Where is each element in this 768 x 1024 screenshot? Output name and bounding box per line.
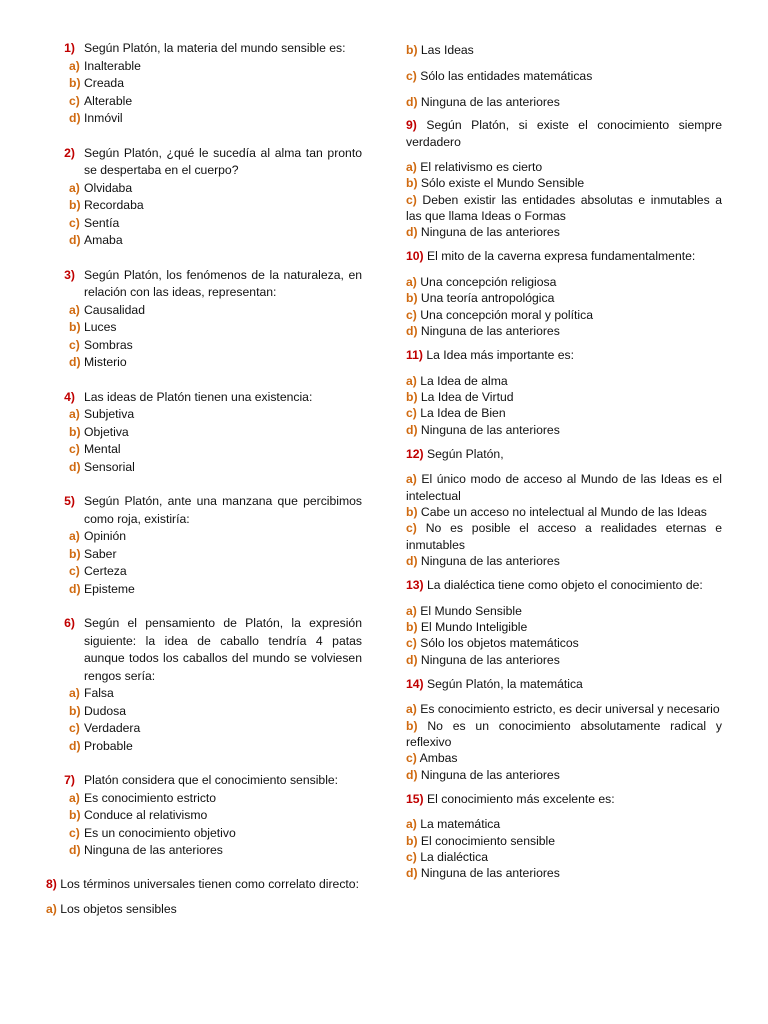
option-text: Ninguna de las anteriores [420, 422, 560, 437]
option-letter: a) [406, 274, 417, 289]
answer-option [0, 703, 362, 721]
question-text: Según Platón, [427, 446, 504, 461]
answer-option [0, 546, 362, 564]
answer-option [406, 323, 722, 339]
answer-option [0, 563, 362, 581]
question-8 [0, 876, 362, 918]
option-letter: b) [69, 424, 81, 439]
question-5 [0, 493, 362, 598]
option-text: El único modo de acceso al Mundo de las Ideas es el intelectual [406, 472, 723, 503]
option-letter: a) [69, 58, 80, 73]
option-letter: d) [406, 553, 418, 568]
option-letter: d) [69, 843, 81, 857]
option-letter: a) [406, 817, 417, 832]
question-1 [0, 40, 362, 128]
option-letter: b) [406, 504, 418, 519]
answer-option [406, 865, 722, 881]
question-stem [406, 117, 722, 150]
answer-option [406, 290, 722, 306]
answer-option [0, 685, 362, 703]
option-text: Ninguna de las anteriores [420, 652, 560, 667]
answer-option [406, 274, 722, 290]
option-text: Sólo los objetos matemáticos [420, 636, 579, 651]
question-10 [406, 248, 722, 339]
option-letter: c) [69, 337, 80, 352]
question-text: Según Platón, si existe el conocimiento siempre verdadero [406, 118, 722, 149]
option-text: Opinión [84, 529, 127, 543]
question-stem [46, 876, 362, 893]
question-15 [406, 791, 722, 882]
question-number: 2) [64, 145, 75, 160]
answer-option [406, 471, 722, 504]
option-letter: b) [406, 176, 418, 191]
answer-option [0, 581, 362, 599]
question-number: 12) [406, 446, 424, 461]
question-number: 6) [64, 616, 75, 630]
option-text: Ninguna de las anteriores [420, 225, 560, 240]
option-letter: a) [69, 686, 80, 700]
question-number: 4) [64, 389, 75, 404]
option-text: Ninguna de las anteriores [420, 767, 560, 782]
option-letter: a) [46, 902, 57, 916]
option-letter: d) [69, 233, 81, 247]
option-text: Causalidad [84, 302, 145, 317]
option-text: La Idea de Virtud [420, 389, 514, 404]
question-number: 15) [406, 791, 424, 806]
option-text: Conduce al relativismo [84, 808, 208, 822]
option-letter: c) [406, 307, 417, 322]
option-text: La matemática [420, 817, 501, 832]
option-text: Falsa [84, 686, 114, 700]
question-text: Según Platón, ¿qué le sucedía al alma tan pronto se despertaba en el cuerpo? [84, 145, 362, 177]
option-letter: a) [69, 407, 80, 421]
option-letter: b) [406, 389, 418, 404]
answer-option [46, 901, 362, 917]
option-text: Luces [84, 320, 117, 334]
option-letter: d) [69, 355, 81, 369]
option-text: Una teoría antropológica [420, 291, 555, 306]
option-letter: c) [406, 69, 417, 83]
question-number: 1) [64, 41, 75, 55]
option-letter: c) [69, 825, 80, 840]
option-text: El Mundo Sensible [420, 603, 522, 618]
question-text: La Idea más importante es: [426, 348, 575, 363]
question-11 [406, 347, 722, 438]
option-text: Probable [84, 738, 133, 753]
option-text: Las Ideas [420, 43, 474, 57]
question-number: 7) [64, 773, 75, 787]
question-stem [0, 772, 362, 790]
question-stem [0, 389, 362, 407]
question-stem [406, 577, 722, 594]
answer-option [406, 63, 722, 89]
answer-option [0, 790, 362, 808]
option-letter: a) [69, 529, 80, 543]
question-number: 8) [46, 876, 57, 891]
option-text: Sentía [84, 215, 120, 230]
option-text: Episteme [84, 581, 135, 596]
question-number: 9) [406, 118, 417, 132]
option-text: El relativismo es cierto [420, 160, 543, 174]
answer-option [0, 58, 362, 76]
question-13 [406, 577, 722, 668]
answer-option [0, 110, 362, 128]
question-number: 14) [406, 676, 424, 691]
option-letter: d) [406, 225, 418, 240]
option-letter: d) [69, 111, 81, 125]
right-question-list [406, 117, 722, 882]
answer-option [406, 307, 722, 323]
option-text: Olvidaba [84, 180, 133, 195]
option-text: Saber [84, 546, 117, 561]
option-text: Inmóvil [84, 111, 123, 125]
question-text: Platón considera que el conocimiento sensible: [84, 773, 339, 787]
option-letter: b) [406, 291, 418, 306]
option-text: Recordaba [84, 198, 144, 212]
option-text: Ninguna de las anteriores [420, 95, 560, 109]
answer-option [406, 833, 722, 849]
answer-option [0, 807, 362, 825]
question-number: 3) [64, 267, 75, 282]
option-letter: d) [69, 738, 81, 753]
answer-option [406, 37, 722, 63]
question-14 [406, 676, 722, 783]
question-text: El conocimiento más excelente es: [427, 791, 615, 806]
option-text: Sólo las entidades matemáticas [420, 69, 593, 83]
option-letter: c) [406, 849, 417, 864]
option-text: Creada [84, 76, 124, 90]
option-letter: c) [406, 751, 417, 766]
answer-option [406, 635, 722, 651]
answer-option [406, 192, 722, 225]
option-text: No es posible el acceso a realidades eternas e inmutables [406, 521, 722, 552]
question-number: 5) [64, 494, 75, 508]
answer-option [406, 603, 722, 619]
option-letter: c) [406, 192, 417, 207]
option-text: Es un conocimiento objetivo [84, 825, 236, 840]
option-letter: c) [69, 215, 80, 230]
answer-option [406, 849, 722, 865]
question-6 [0, 615, 362, 755]
question-8-continued-options [406, 37, 722, 115]
left-column [0, 40, 362, 925]
answer-option [406, 816, 722, 832]
option-text: Deben existir las entidades absolutas e inmutables a las que llama Ideas o Formas [406, 192, 723, 223]
option-text: Ninguna de las anteriores [420, 323, 560, 338]
option-letter: c) [406, 636, 417, 651]
option-letter: c) [69, 93, 80, 108]
question-text: Según el pensamiento de Platón, la expresión siguiente: la idea de caballo tendría 4 patas aunque todos los caballos del mundo se volviesen rengos sería: [84, 616, 362, 683]
option-text: Mental [84, 442, 121, 456]
question-7 [0, 772, 362, 860]
answer-option [0, 180, 362, 198]
option-text: La Idea de alma [420, 373, 508, 388]
question-12 [406, 446, 722, 569]
option-letter: b) [69, 808, 81, 822]
answer-option [406, 701, 722, 717]
question-4 [0, 389, 362, 477]
option-letter: d) [406, 652, 418, 667]
answer-option [406, 652, 722, 668]
question-stem [406, 248, 722, 265]
option-text: Certeza [84, 564, 127, 578]
option-letter: c) [406, 521, 417, 536]
option-text: Objetiva [84, 424, 129, 439]
option-letter: b) [406, 43, 418, 57]
option-text: Una concepción religiosa [420, 274, 557, 289]
option-letter: c) [69, 564, 80, 578]
answer-option [406, 750, 722, 766]
option-text: Inalterable [84, 58, 141, 73]
option-letter: c) [69, 721, 80, 735]
option-letter: d) [406, 95, 418, 109]
option-text: Ambas [419, 751, 458, 766]
option-text: No es un conocimiento absolutamente radical y reflexivo [406, 718, 722, 749]
question-text: Según Platón, la matemática [427, 676, 583, 691]
option-letter: d) [406, 323, 418, 338]
option-text: Cabe un acceso no intelectual al Mundo de las Ideas [420, 504, 707, 519]
answer-option [0, 93, 362, 111]
question-stem [406, 791, 722, 808]
option-letter: a) [406, 603, 417, 618]
option-text: Ninguna de las anteriores [84, 843, 223, 857]
answer-option [406, 224, 722, 240]
question-number: 13) [406, 578, 424, 593]
option-letter: c) [69, 442, 80, 456]
answer-option [0, 232, 362, 250]
question-text: El mito de la caverna expresa fundamentalmente: [427, 249, 696, 264]
option-letter: b) [406, 718, 418, 733]
option-text: Ninguna de las anteriores [420, 866, 560, 881]
option-text: Sólo existe el Mundo Sensible [420, 176, 585, 191]
option-text: Una concepción moral y política [420, 307, 593, 322]
option-letter: b) [406, 833, 418, 848]
question-stem [0, 40, 362, 58]
option-letter: a) [69, 790, 80, 805]
answer-option [0, 825, 362, 843]
answer-option [406, 619, 722, 635]
answer-option [0, 441, 362, 459]
question-stem [0, 267, 362, 302]
question-2 [0, 145, 362, 250]
answer-option [0, 302, 362, 320]
option-text: Misterio [84, 355, 127, 369]
answer-option [406, 422, 722, 438]
option-text: Sombras [84, 337, 133, 352]
answer-option [0, 197, 362, 215]
answer-option [406, 159, 722, 175]
question-text: Según Platón, la materia del mundo sensible es: [84, 41, 346, 55]
option-text: El Mundo Inteligible [420, 619, 528, 634]
option-letter: a) [406, 702, 417, 717]
option-letter: d) [69, 581, 81, 596]
answer-option [406, 389, 722, 405]
answer-option [406, 405, 722, 421]
option-letter: c) [406, 406, 417, 421]
option-letter: b) [69, 546, 81, 561]
option-text: Verdadera [84, 721, 141, 735]
option-letter: b) [69, 76, 81, 90]
question-stem [406, 446, 722, 463]
question-text: Los términos universales tienen como correlato directo: [60, 876, 359, 891]
option-text: El conocimiento sensible [420, 833, 556, 848]
question-text: La dialéctica tiene como objeto el conocimiento de: [427, 578, 703, 593]
option-letter: a) [406, 472, 417, 487]
answer-option [0, 842, 362, 860]
question-3 [0, 267, 362, 372]
question-stem [406, 347, 722, 364]
question-text: Según Platón, los fenómenos de la naturaleza, en relación con las ideas, representan: [84, 267, 362, 299]
option-letter: a) [69, 302, 80, 317]
answer-option [0, 337, 362, 355]
answer-option [0, 215, 362, 233]
option-text: La Idea de Bien [420, 406, 506, 421]
option-text: Ninguna de las anteriores [420, 553, 560, 568]
answer-option [0, 406, 362, 424]
option-text: La dialéctica [420, 849, 488, 864]
option-text: Sensorial [84, 459, 135, 474]
answer-option [406, 520, 722, 553]
option-letter: a) [69, 180, 80, 195]
answer-option [406, 373, 722, 389]
option-letter: d) [69, 459, 81, 474]
question-stem [0, 615, 362, 685]
option-text: Los objetos sensibles [60, 902, 177, 916]
answer-option [0, 424, 362, 442]
question-number: 10) [406, 249, 424, 264]
option-letter: d) [406, 767, 418, 782]
question-text: Según Platón, ante una manzana que percibimos como roja, existiría: [84, 494, 362, 526]
answer-option [406, 718, 722, 751]
answer-option [0, 720, 362, 738]
question-stem [406, 676, 722, 693]
answer-option [0, 75, 362, 93]
option-letter: b) [69, 198, 81, 212]
answer-option [406, 89, 722, 115]
left-question-list [0, 40, 362, 860]
option-letter: a) [406, 160, 417, 174]
answer-option [406, 767, 722, 783]
answer-option [0, 528, 362, 546]
question-number: 11) [406, 348, 423, 363]
answer-option [0, 459, 362, 477]
option-letter: b) [406, 619, 418, 634]
question-9 [406, 117, 722, 240]
option-text: Subjetiva [84, 407, 135, 421]
answer-option [0, 738, 362, 756]
option-letter: b) [69, 320, 81, 334]
answer-option [406, 553, 722, 569]
answer-option [0, 319, 362, 337]
right-column [406, 40, 722, 890]
option-text: Amaba [84, 233, 123, 247]
option-text: Es conocimiento estricto [84, 790, 217, 805]
option-letter: a) [406, 373, 417, 388]
answer-option [0, 354, 362, 372]
option-text: Es conocimiento estricto, es decir universal y necesario [420, 702, 720, 717]
option-text: Dudosa [84, 703, 127, 718]
option-letter: d) [406, 866, 418, 881]
question-stem [0, 493, 362, 528]
answer-option [406, 504, 722, 520]
option-letter: d) [406, 422, 418, 437]
option-text: Alterable [84, 93, 133, 108]
answer-option [406, 175, 722, 191]
question-text: Las ideas de Platón tienen una existencia: [84, 389, 313, 404]
question-stem [0, 145, 362, 180]
option-letter: b) [69, 703, 81, 718]
